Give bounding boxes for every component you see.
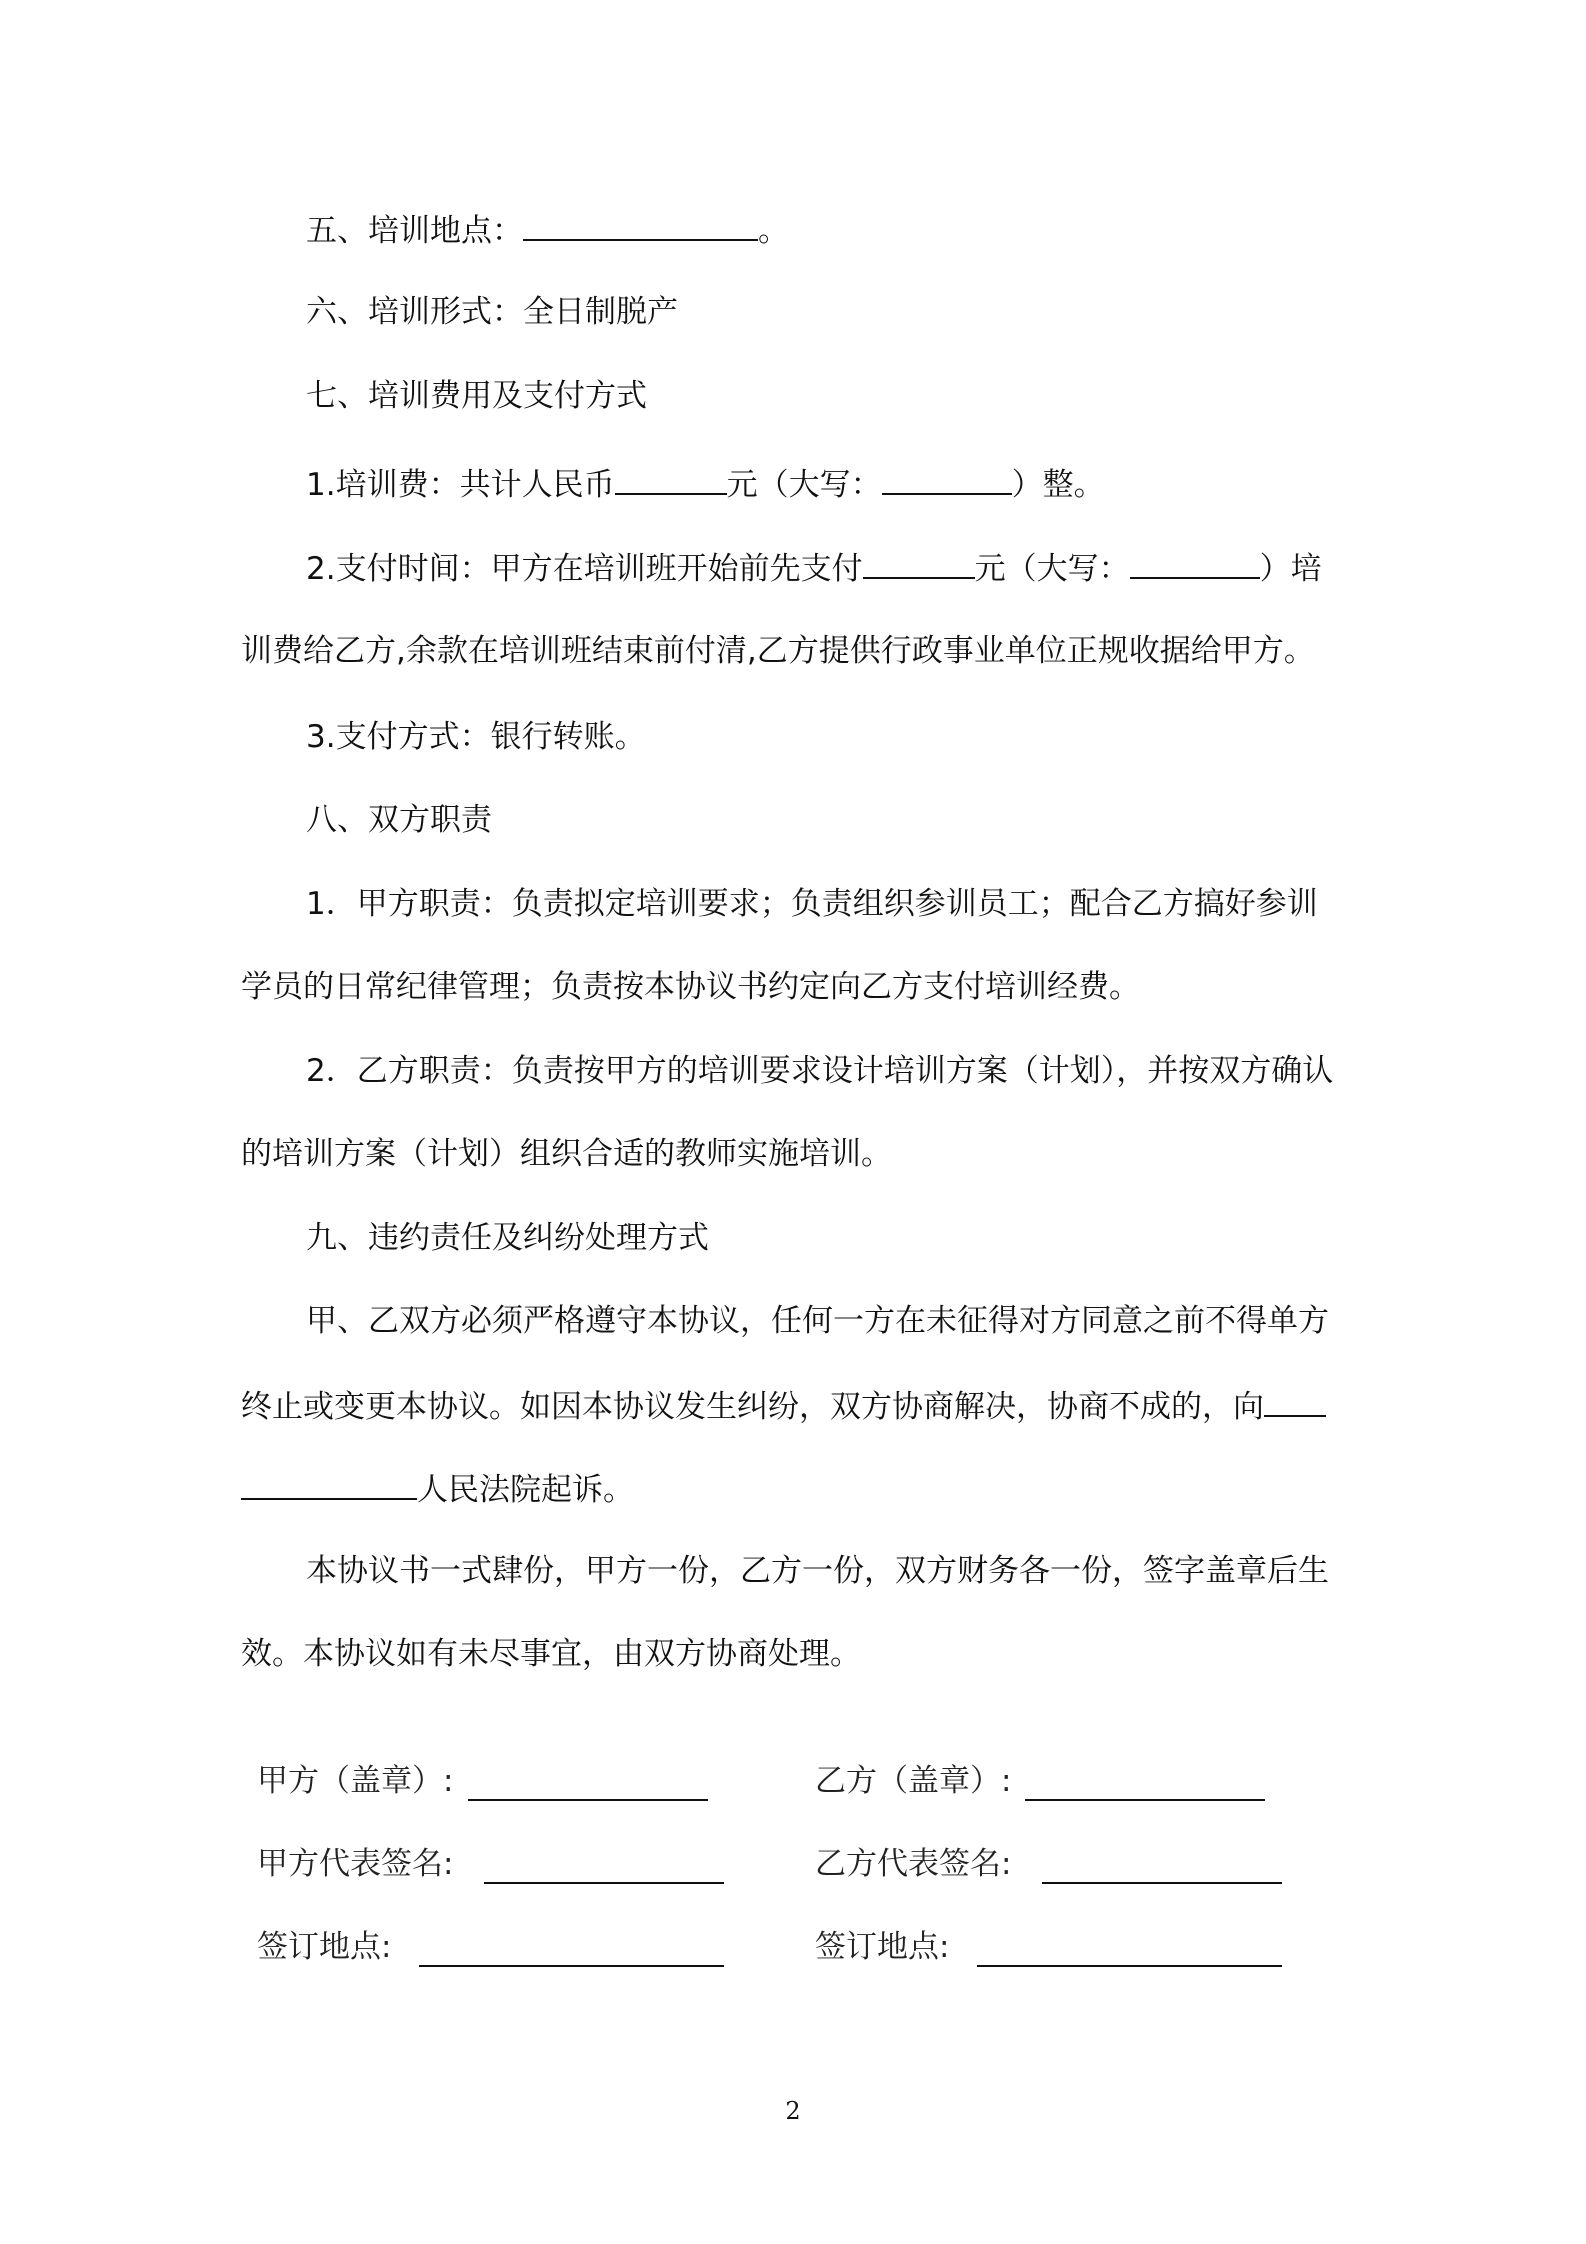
prepay-amount-blank[interactable] xyxy=(863,547,975,579)
court-clause-suffix: 人民法院起诉。 xyxy=(417,1472,634,1508)
party-a-rep-row xyxy=(257,1844,453,1884)
section-9-heading: 九、违约责任及纠纷处理方式 xyxy=(306,1220,709,1256)
party-b-rep-label: 乙方代表签名: xyxy=(815,1846,1012,1882)
training-location-period: 。 xyxy=(758,213,789,249)
section-9-paragraph-3 xyxy=(241,1468,634,1508)
clause-8-2-continued: 的培训方案（计划）组织合适的教师实施培训。 xyxy=(241,1136,892,1172)
party-b-seal-blank[interactable] xyxy=(1025,1769,1265,1801)
training-fee-amount-blank[interactable] xyxy=(615,463,727,495)
sign-place-b-row xyxy=(815,1927,949,1967)
payment-time-label: 2.支付时间：甲方在培训班开始前先支付 xyxy=(306,551,863,587)
clause-7-2-payment-time xyxy=(306,547,1322,587)
party-a-seal-blank[interactable] xyxy=(468,1769,708,1801)
party-a-seal-label: 甲方（盖章）: xyxy=(257,1763,454,1799)
training-location-label: 五、培训地点： xyxy=(306,213,523,249)
training-fee-suffix: ）整。 xyxy=(1011,467,1105,503)
party-a-rep-blank[interactable] xyxy=(484,1852,724,1884)
sign-place-b-blank[interactable] xyxy=(977,1935,1282,1967)
training-fee-capital-label: 元（大写： xyxy=(726,467,882,503)
training-location-blank[interactable] xyxy=(523,209,758,241)
clause-8-1-continued: 学员的日常纪律管理；负责按本协议书约定向乙方支付培训经费。 xyxy=(241,969,1140,1005)
party-b-seal-label: 乙方（盖章）: xyxy=(815,1763,1012,1799)
party-b-seal-row xyxy=(815,1761,1011,1801)
training-fee-label: 1.培训费：共计人民币 xyxy=(306,467,615,503)
party-b-rep-row xyxy=(815,1844,1011,1884)
sign-place-a-blank[interactable] xyxy=(419,1935,724,1967)
court-clause-text: 终止或变更本协议。如因本协议发生纠纷，双方协商解决，协商不成的，向 xyxy=(241,1389,1264,1425)
party-b-rep-blank[interactable] xyxy=(1042,1852,1282,1884)
section-5-training-location xyxy=(306,209,789,249)
page-number: 2 xyxy=(785,2097,801,2125)
prepay-capital-blank[interactable] xyxy=(1130,547,1260,579)
sign-place-b-label: 签订地点: xyxy=(815,1929,950,1965)
prepay-capital-label: 元（大写： xyxy=(974,551,1130,587)
clause-7-2-continued: 训费给乙方,余款在培训班结束前付清,乙方提供行政事业单位正规收据给甲方。 xyxy=(241,633,1315,669)
closing-paragraph-2: 效。本协议如有未尽事宜，由双方协商处理。 xyxy=(241,1636,861,1672)
section-6-training-form: 六、培训形式：全日制脱产 xyxy=(306,294,678,330)
court-name-blank-start[interactable] xyxy=(1264,1385,1326,1417)
clause-7-1-training-fee xyxy=(306,463,1105,503)
sign-place-a-row xyxy=(257,1927,391,1967)
prepay-suffix: ）培 xyxy=(1259,551,1322,587)
section-8-heading: 八、双方职责 xyxy=(306,802,492,838)
training-fee-capital-blank[interactable] xyxy=(882,463,1012,495)
closing-paragraph-1: 本协议书一式肆份，甲方一份，乙方一份，双方财务各一份，签字盖章后生 xyxy=(306,1553,1329,1589)
sign-place-a-label: 签订地点: xyxy=(257,1929,392,1965)
clause-8-1-party-a-duties: 1．甲方职责：负责拟定培训要求；负责组织参训员工；配合乙方搞好参训 xyxy=(306,886,1318,922)
court-name-blank[interactable] xyxy=(241,1468,417,1500)
clause-8-2-party-b-duties: 2．乙方职责：负责按甲方的培训要求设计培训方案（计划），并按双方确认 xyxy=(306,1053,1334,1089)
section-9-paragraph-1: 甲、乙双方必须严格遵守本协议，任何一方在未征得对方同意之前不得单方 xyxy=(306,1303,1329,1339)
clause-7-3-payment-method: 3.支付方式：银行转账。 xyxy=(306,719,646,755)
party-a-rep-label: 甲方代表签名: xyxy=(257,1846,454,1882)
party-a-seal-row xyxy=(257,1761,453,1801)
section-7-heading: 七、培训费用及支付方式 xyxy=(306,378,647,414)
section-9-paragraph-2 xyxy=(241,1385,1326,1425)
